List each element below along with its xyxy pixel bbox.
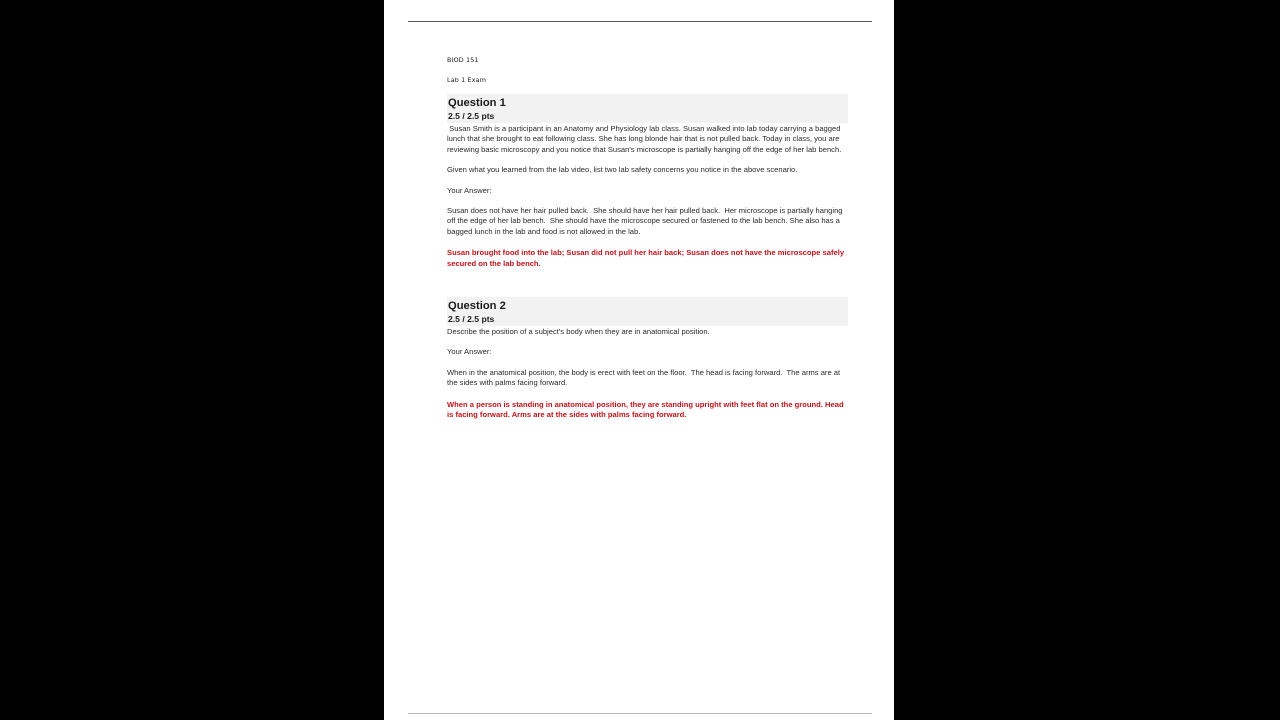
page-footer-rule	[408, 713, 872, 714]
question-block-2	[447, 297, 849, 420]
student-answer-1: Susan does not have her hair pulled back. She should have her hair pulled back. Her microscope is partially hanging off the edge of her lab bench. She should have the microscope secured or fastened to the lab bench. She also has a bagged lunch in the lab and food is not allowed in the lab.	[447, 206, 845, 236]
question-points-2: 2.5 / 2.5 pts	[448, 314, 495, 325]
instructor-feedback-2: When a person is standing in anatomical position, they are standing upright with feet flat on the ground. Head is facing forward. Arms are at the sides with palms facing forward.	[447, 399, 846, 420]
question-header-2	[447, 297, 848, 326]
question-title-2: Question 2	[448, 300, 506, 313]
question-header-1	[447, 94, 848, 123]
course-code: BIOD 151	[447, 56, 479, 64]
answer-label-2: Your Answer:	[447, 347, 492, 357]
document-page	[384, 0, 894, 720]
exam-name: Lab 1 Exam	[447, 76, 487, 84]
question-scenario-1: Susan Smith is a participant in an Anatomy and Physiology lab class. Susan walked into lab today carrying a bagged lunch that she brought to eat following class. She has long blonde hair that is not pulled back. Today in class, you are reviewing basic microscopy and you notice that Susan's microscope is partially hanging off the edge of her lab bench.	[447, 124, 843, 154]
question-points-1: 2.5 / 2.5 pts	[448, 111, 495, 121]
page-content	[447, 56, 849, 421]
answer-label-1: Your Answer:	[447, 185, 492, 195]
student-answer-2: When in the anatomical position, the body is erect with feet on the floor. The head is facing forward. The arms are at the sides with palms facing forward.	[447, 367, 843, 388]
page-header-rule	[408, 21, 872, 22]
question-block-1	[447, 94, 849, 269]
question-instruction-2: Describe the position of a subject's body when they are in anatomical position.	[447, 327, 710, 337]
question-title-1: Question 1	[448, 97, 506, 109]
question-instruction-1: Given what you learned from the lab video, list two lab safety concerns you notice in the above scenario.	[447, 165, 798, 175]
instructor-feedback-1: Susan brought food into the lab; Susan did not pull her hair back; Susan does not have the microscope safely secured on the lab bench.	[447, 248, 847, 268]
